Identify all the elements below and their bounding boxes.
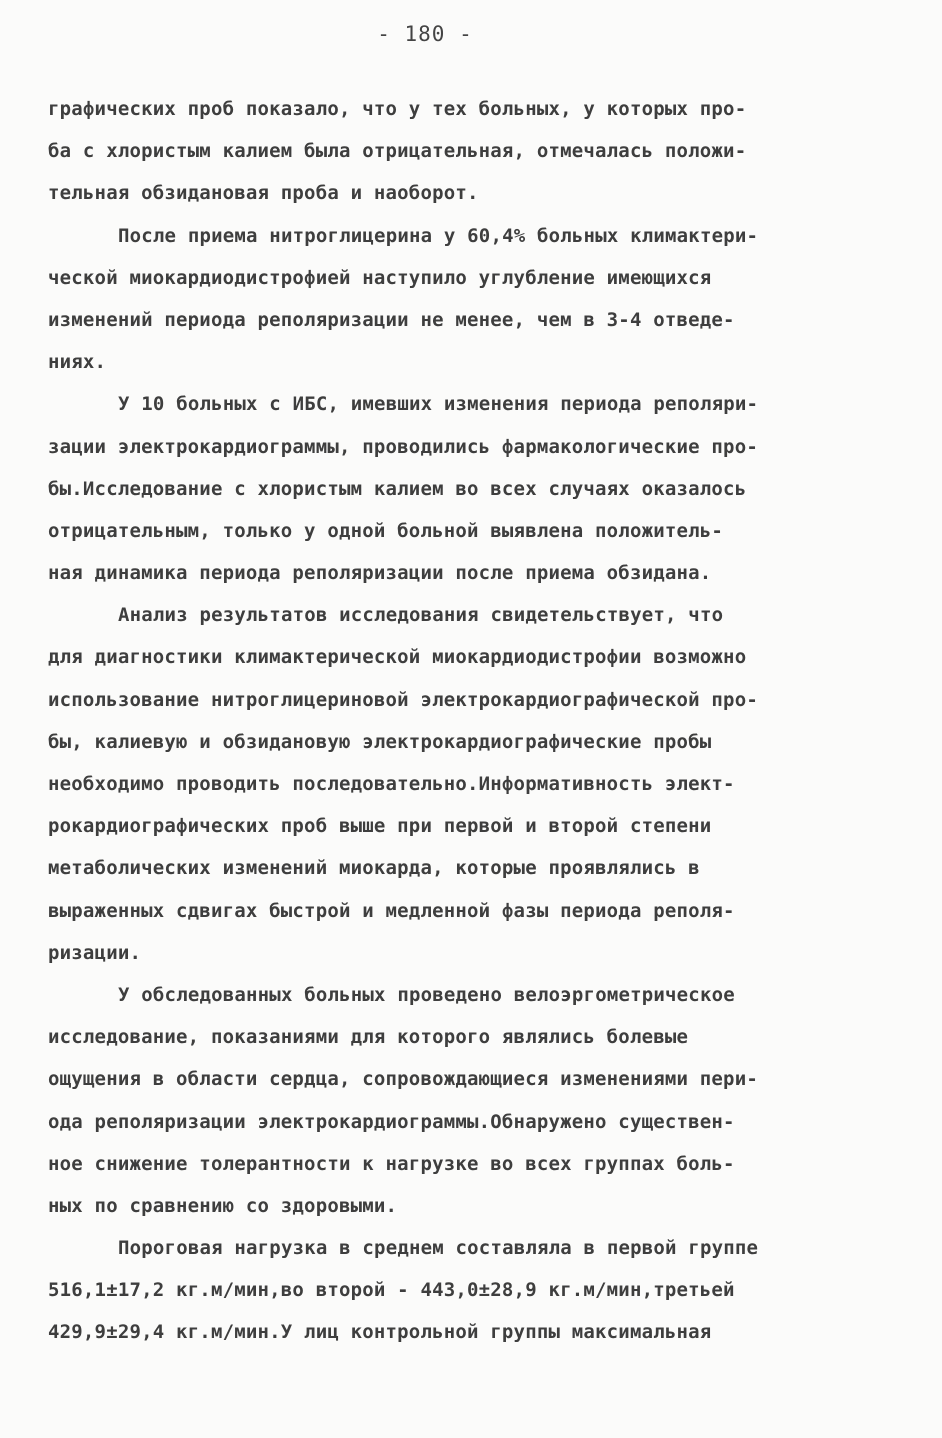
text-line: рокардиографических проб выше при первой и второй степени [48, 815, 712, 838]
text-line: исследование, показаниями для которого являлись болевые [48, 1026, 689, 1049]
page-number: - 180 - [377, 22, 473, 46]
text-line: графических проб показало, что у тех больных, у которых про- [48, 98, 747, 120]
text-line: бы.Исследование с хлористым калием во всех случаях оказалось [48, 477, 747, 500]
text-line: ческой миокардиодистрофией наступило углубление имеющихся [48, 266, 712, 289]
text-line: метаболических изменений миокарда, которые проявлялись в [48, 857, 700, 880]
text-line: ощущения в области сердца, сопровождающиеся изменениями пери- [48, 1068, 758, 1091]
text-line: бы, калиевую и обзидановую электрокардиографические пробы [48, 730, 712, 753]
text-line: ниях. [48, 351, 107, 374]
text-line: ных по сравнению со здоровыми. [48, 1194, 398, 1217]
text-line: для диагностики климактерической миокардиодистрофии возможно [48, 646, 747, 669]
text-line: необходимо проводить последовательно.Информативность элект- [48, 773, 735, 795]
text-line: ное снижение толерантности к нагрузке во всех группах боль- [48, 1152, 735, 1175]
text-line: ода реполяризации электрокардиограммы.Обнаружено существен- [48, 1110, 735, 1133]
text-line: отрицательным, только у одной больной выявлена положитель- [48, 519, 724, 542]
text-line: выраженных сдвигах быстрой и медленной фазы периода реполя- [48, 899, 735, 922]
text-line: 516,1±17,2 кг.м/мин,во второй - 443,0±28,9 кг.м/мин,третьей [48, 1279, 735, 1302]
text-line: тельная обзидановая проба и наоборот. [48, 182, 479, 205]
text-line: ризации. [48, 941, 142, 964]
text-line: ная динамика периода реполяризации после приема обзидана. [48, 562, 712, 585]
text-line: изменений периода реполяризации не менее, чем в 3-4 отведе- [48, 308, 735, 331]
text-line: У 10 больных с ИБС, имевших изменения периода реполяри- [118, 393, 759, 416]
text-line: ба с хлористым калием была отрицательная, отмечалась положи- [48, 140, 747, 163]
text-line: использование нитроглицериновой электрокардиографической про- [48, 688, 758, 711]
text-line: 429,9±29,4 кг.м/мин.У лиц контрольной группы максимальная [48, 1321, 712, 1344]
body-text [48, 88, 898, 1354]
text-line: Анализ результатов исследования свидетельствует, что [118, 604, 724, 627]
text-line: После приема нитроглицерина у 60,4% больных климактери- [118, 224, 759, 247]
text-line: Пороговая нагрузка в среднем составляла в первой группе [118, 1237, 759, 1260]
text-line: У обследованных больных проведено велоэргометрическое [118, 983, 735, 1006]
text-line: зации электрокардиограммы, проводились фармакологические про- [48, 435, 758, 458]
